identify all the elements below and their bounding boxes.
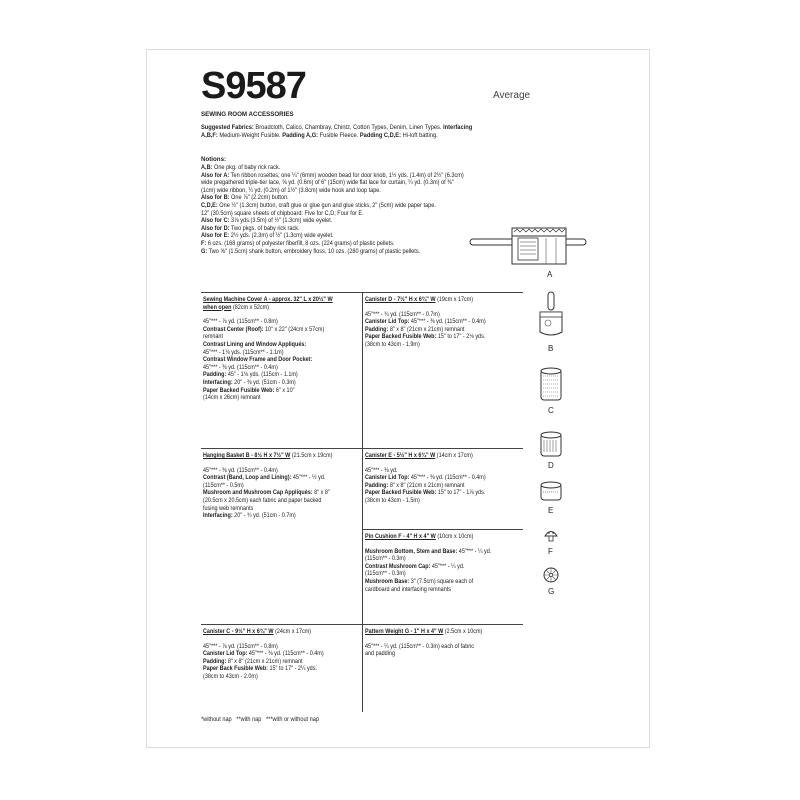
yardage-line: Mushroom and Mushroom Cap Appliqués: 8" x 8" (203, 489, 330, 497)
yardage-line: Contrast Center (Roof): 10" x 22" (24cm x 57cm) (203, 325, 325, 333)
yardage-line: (115cm** - 0.5m) (203, 481, 244, 489)
difficulty-level: Average (493, 90, 531, 101)
yardage-line: (20.5cm x 20.5cm) each fabric and paper backed (203, 496, 322, 504)
yardage-line: Contrast Lining and Window Appliqués: (203, 340, 307, 348)
hanging-basket-yardage (203, 452, 332, 520)
yardage-title: Pin Cushion F - 4" H x 4" W (10cm x 10cm) (365, 533, 474, 540)
yardage-line: Canister Lid Top: 45"*** - ⅜ yd. (115cm** - 0.4m) (203, 650, 324, 658)
yardage-line: (115cm** - 0.3m) (365, 570, 406, 578)
yardage-line: Padding: 8" x 8" (21cm x 21cm) remnant (365, 481, 465, 489)
yardage-line: Contrast Window Frame and Door Pocket: (203, 356, 313, 364)
notion-line: A,B: One pkg. of baby rick rack. (201, 164, 281, 171)
sewing-machine-cover-illustration (468, 222, 588, 268)
view-label-e: E (548, 506, 554, 515)
view-label-d: D (548, 461, 554, 470)
yardage-line: 45"*** - ⅜ yd. (115cm** - 0.4m) (203, 363, 278, 371)
canister-c-yardage (203, 628, 324, 681)
yardage-title: Canister D - 7½" H x 6¾" W (19cm x 17cm) (365, 296, 474, 303)
pattern-number: S9587 (201, 65, 306, 107)
yardage-line: 45"*** - ⅜ yd. (365, 466, 398, 474)
yardage-line: Contrast (Band, Loop and Lining): 45"*** - ½ yd. (203, 474, 326, 482)
view-label-g: G (548, 587, 555, 596)
yardage-line: (38cm to 43cm - 2.0m) (203, 672, 258, 680)
canister-d-yardage (365, 296, 486, 349)
notion-line: 12" (30.5cm) square sheets of chipboard: Five for C,D; Four for E. (201, 209, 364, 217)
yardage-line: Mushroom Bottom, Stem and Base: 45"*** - ¼ yd. (365, 547, 492, 555)
yardage-line: 45"*** - ⅜ yd. (115cm** - 0.4m) (203, 466, 278, 474)
yardage-line: Paper Backed Fusible Web: 15" to 17" - 1⅞ yds. (365, 489, 486, 497)
yardage-line: 45"*** - ¼ yd. (115cm** - 0.3m) each of fabric (365, 642, 474, 650)
notions-list (201, 164, 464, 255)
yardage-line: and padding (365, 650, 395, 658)
yardage-line: Canister Lid Top: 45"*** - ⅜ yd. (115cm** - 0.4m) (365, 474, 486, 482)
view-label-c: C (548, 406, 554, 415)
pin-cushion-yardage (365, 533, 491, 593)
yardage-title: Canister C - 9½" H x 6¾" W (24cm x 17cm) (203, 628, 312, 635)
hanging-basket-illustration (536, 290, 566, 340)
yardage-line: Canister Lid Top: 45"*** - ⅜ yd. (115cm** - 0.4m) (365, 318, 486, 326)
canister-c-illustration (538, 366, 564, 402)
yardage-title: Canister E - 5½" H x 6¾" W (14cm x 17cm) (365, 452, 473, 459)
yardage-line: 45"*** - ⅞ yd. (115cm** - 0.8m) (203, 318, 278, 326)
suggested-fabrics: Suggested Fabrics: Broadcloth, Calico, Chambray, Chintz, Cotton Types, Denim, Linen Types. Interfacing (201, 124, 473, 131)
yardage-title: Sewing Machine Cover A - approx. 32" L x 20½" W (203, 296, 333, 303)
yardage-line: 45"*** - 1⅛ yds. (115cm** - 1.1m) (203, 348, 284, 356)
pattern-weight-illustration (542, 566, 560, 584)
yardage-line: Interfacing: 20" - ¾ yd. (51cm - 0.7m) (203, 512, 296, 520)
nap-footnote: *without nap **with nap ***with or without nap (201, 716, 319, 723)
yardage-line: (38cm to 43cm - 1.5m) (365, 496, 420, 504)
view-label-f: F (548, 547, 553, 556)
yardage-title: Pattern Weight G - 1" H x 4" W (2.5cm x 10cm) (365, 628, 483, 635)
canister-d-illustration (538, 430, 564, 458)
yardage-line: Padding: 8" x 8" (21cm x 21cm) remnant (203, 657, 303, 665)
yardage-line: 45"*** - ⅞ yd. (115cm** - 0.8m) (203, 642, 278, 650)
notion-line: (1cm) wide ribbon, ¼ yd. (0.2m) of 1½" (3.8cm) wide hook and loop tape. (201, 186, 381, 194)
yardage-line: Paper Backed Fusible Web: 6" x 10" (203, 386, 295, 394)
sewing-machine-cover-yardage (203, 296, 333, 402)
notion-line: G: Two ⅝" (1.5cm) shank button, embroidery floss, 10 ozs. (280 grams) of plastic pellets. (201, 247, 421, 255)
yardage-line: (38cm to 43cm - 1.9m) (365, 340, 420, 348)
notion-line: Also for E: 2½ yds. (2.3m) of ½" (1.3cm) wide eyelet. (201, 232, 334, 240)
yardage-line: Padding: 45" - 1⅛ yds. (115cm - 1.1m) (203, 371, 298, 379)
notion-line: Also for C: 3⅞ yds.(3.5m) of ½" (1.3cm) wide eyelet. (201, 217, 333, 225)
yardage-line: Contrast Mushroom Cap: 45"*** - ¼ yd. (365, 562, 465, 570)
yardage-line: cardboard and interfacing remnants (365, 585, 451, 593)
yardage-title: Hanging Basket B - 8½ H x 7½" W (21.5cm x 19cm) (203, 452, 333, 459)
yardage-line: 45"*** - ¾ yd. (115cm** - 0.7m) (365, 310, 440, 318)
pattern-weight-yardage (365, 628, 482, 658)
pattern-title: SEWING ROOM ACCESSORIES (201, 111, 294, 118)
notion-line: Also for D: Two pkgs. of baby rick rack. (201, 224, 300, 232)
yardage-line: fusing web remnants (203, 504, 254, 512)
yardage-line: Padding: 8" x 8" (21cm x 21cm) remnant (365, 325, 465, 333)
notion-line: wide pregathered triple-tier lace, ⅝ yd. (0.6m) of 6" (15cm) wide flat lace for curtain, ¼ yd. (0.3m) of ⅜" (201, 179, 454, 187)
yardage-line: (14cm x 26cm) remnant (203, 394, 261, 402)
yardage-line: Paper Back Fusible Web: 15" to 17" - 2¼ yds. (203, 665, 317, 673)
table-rule-pin (363, 529, 523, 530)
pin-cushion-illustration (543, 528, 559, 544)
canister-e-yardage (365, 452, 486, 505)
yardage-line: Paper Backed Fusible Web: 15" to 17" - 2⅛ yds. (365, 333, 486, 341)
yardage-line: Mushroom Base: 3" (7.5cm) square each of (365, 577, 474, 585)
yardage-title-cont: when open (82cm x 52cm) (203, 303, 269, 311)
table-center-rule (362, 292, 363, 712)
notion-line: Also for B: One ⅞" (2.2cm) button. (201, 194, 289, 202)
yardage-line: (115cm** - 0.3m) (365, 555, 406, 563)
notions-heading: Notions: (201, 156, 227, 163)
interfacing-padding: A,B,F: Medium-Weight Fusible. Padding A,G: Fusible Fleece. Padding C,D,E: Hi-loft batting. (201, 132, 438, 139)
yardage-line: remnant (203, 333, 223, 341)
yardage-line: Interfacing: 20" - ⅜ yd. (51cm - 0.3m) (203, 378, 296, 386)
view-label-a: A (547, 270, 553, 279)
notion-line: Also for A: Ten ribbon rosettes, one ¼" (6mm) wooden bead for door knob, 1½ yds. (1.4m) of 2½" (6.3cm) (201, 171, 464, 179)
canister-e-illustration (538, 480, 564, 504)
notion-line: C,D,E: One ½" (1.3cm) button, craft glue or glue gun and glue sticks, 2" (5cm) wide paper tape. (201, 201, 436, 209)
view-label-b: B (548, 344, 554, 353)
notion-line: F: 6 ozs. (168 grams) of polyester fiberfill, 8 ozs. (224 grams) of plastic pellets. (201, 239, 395, 247)
